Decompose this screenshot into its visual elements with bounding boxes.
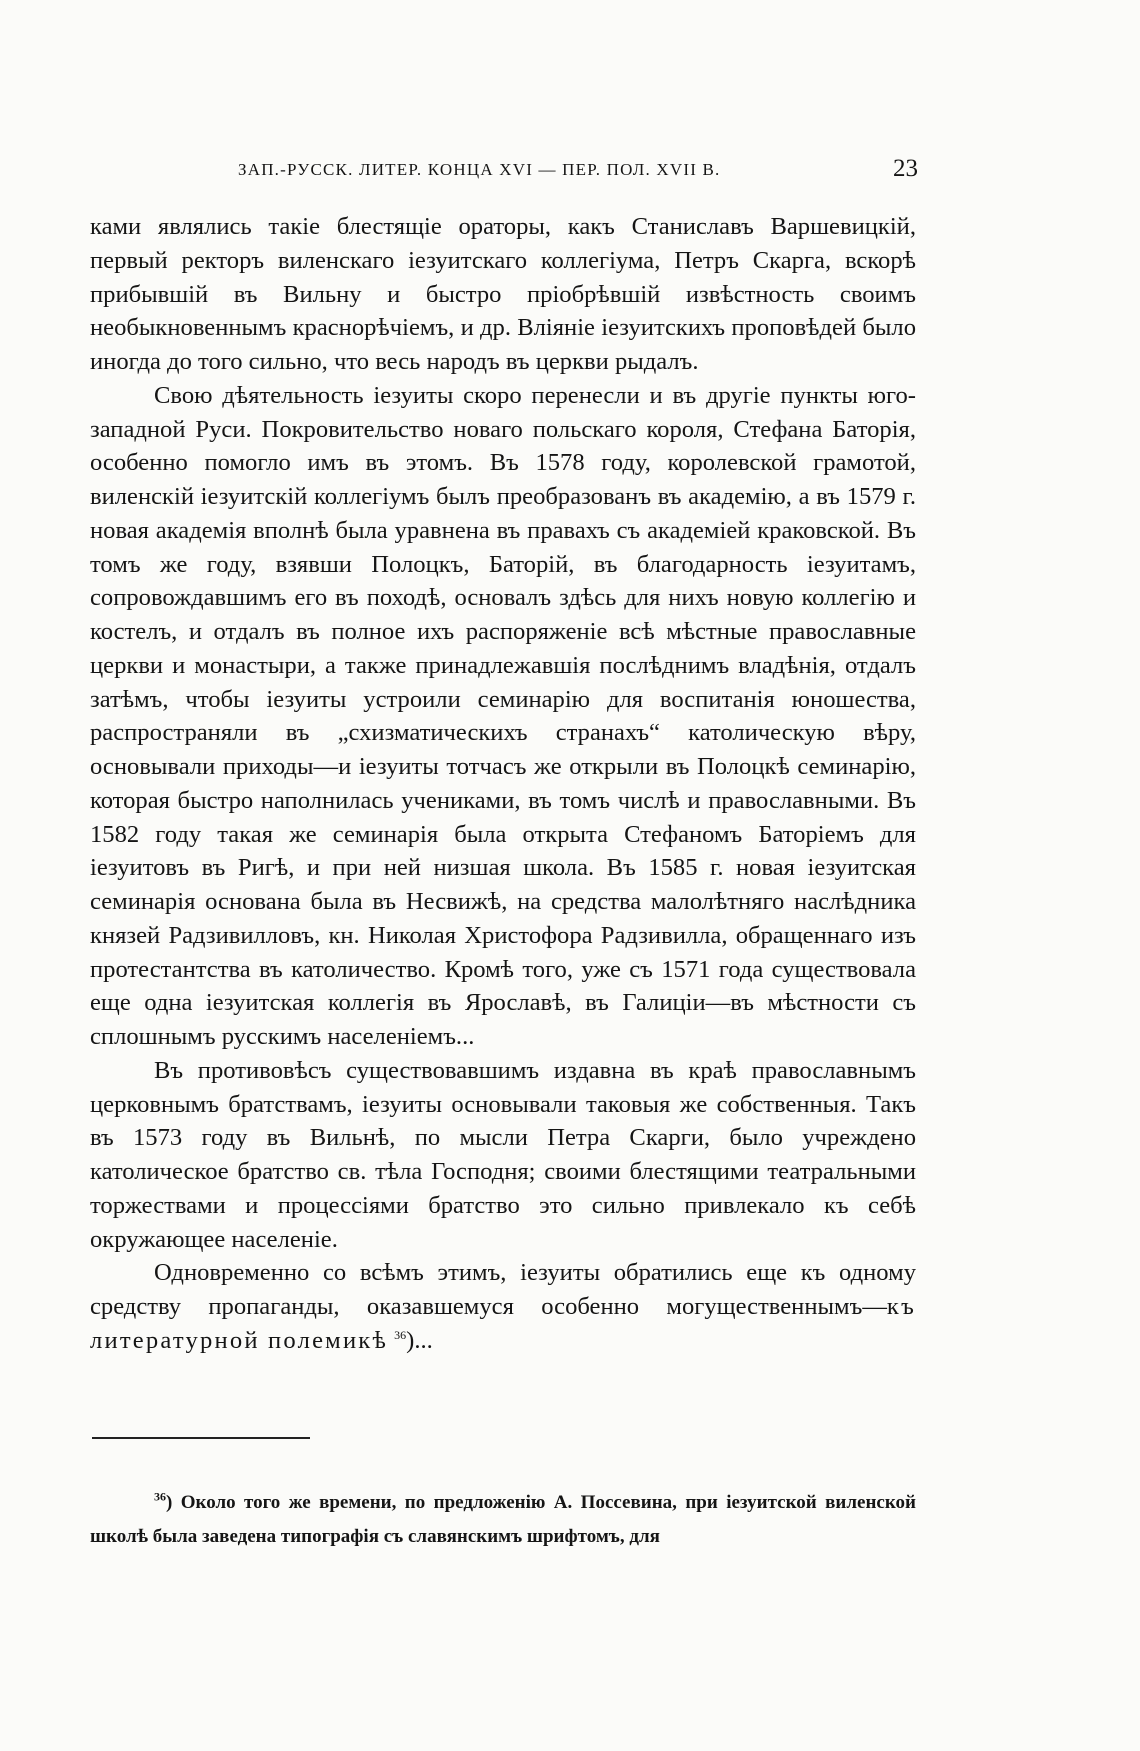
running-head: ЗАП.-РУССК. ЛИТЕР. КОНЦА XVI — ПЕР. ПОЛ. XVII В.	[238, 160, 721, 179]
paragraph-3: Въ противовѣсъ существовавшимъ издавна въ краѣ православнымъ церковнымъ братствамъ, іезуиты основывали таковыя же собственныя. Такъ въ 1573 году въ Вильнѣ, по мысли Петра Скарги, было учреждено католическое братство св. тѣла Господня; своими блестящими театральными торжествами и процессіями братство это сильно привлекало къ себѣ окружающее населеніе.	[90, 1056, 916, 1253]
footnote-reference[interactable]: 36	[394, 1327, 407, 1342]
paragraph-4	[90, 1256, 916, 1357]
footnote-separator-rule	[92, 1437, 310, 1439]
main-text	[90, 210, 916, 1358]
page-number: 23	[893, 155, 918, 182]
paragraph-4-text: Одновременно со всѣмъ этимъ, іезуиты обратились еще къ одному средству пропаганды, оказавшемуся особенно могущественнымъ—	[90, 1259, 916, 1320]
footnote-marker: 36	[154, 1489, 166, 1504]
footnote	[90, 1486, 916, 1554]
footnote-text: ) Около того же времени, по предложенію А. Поссевина, при іезуитской виленской школѣ была заведена типографія съ славянскимъ шрифтомъ, для	[90, 1492, 916, 1547]
paragraph-4-spaced-text: къ литературной полемикѣ	[90, 1293, 916, 1354]
paragraph-2: Свою дѣятельность іезуиты скоро перенесли и въ другіе пункты юго-западной Руси. Покровительство новаго польскаго короля, Стефана Баторія, особенно помогло имъ въ этомъ. Въ 1578 году, королевской грамотой, виленскій іезуитскій коллегіумъ былъ преобразованъ въ академію, а въ 1579 г. новая академія вполнѣ была уравнена въ правахъ съ академіей краковской. Въ томъ же году, взявши Полоцкъ, Баторій, въ благодарность іезуитамъ, сопровождавшимъ его въ походѣ, основалъ здѣсь для нихъ новую коллегію и костелъ, и отдалъ въ полное ихъ распоряженіе всѣ мѣстные православные церкви и монастыри, а также принадлежавшія послѣднимъ владѣнія, отдалъ затѣмъ, чтобы іезуиты устроили семинарію для воспитанія юношества, распространяли въ „схизматическихъ странахъ“ католическую вѣру, основывали приходы—и іезуиты тотчасъ же открыли въ Полоцкѣ семинарію, которая быстро наполнилась учениками, въ томъ числѣ и православными. Въ 1582 году такая же семинарія была открыта Стефаномъ Баторіемъ для іезуитовъ въ Ригѣ, и при ней низшая школа. Въ 1585 г. новая іезуитская семинарія основана была въ Несвижѣ, на средства малолѣтняго наслѣдника князей Радзивилловъ, кн. Николая Христофора Радзивилла, обращеннаго изъ протестантства въ католичество. Кромѣ того, уже съ 1571 года существовала еще одна іезуитская коллегія въ Ярославѣ, въ Галиціи—въ мѣстности съ сплошнымъ русскимъ населеніемъ...	[90, 381, 916, 1050]
paragraph-4-ending: )...	[406, 1326, 433, 1354]
paragraph-1: ками являлись такіе блестящіе ораторы, какъ Станиславъ Варшевицкій, первый ректоръ виленскаго іезуитскаго коллегіума, Петръ Скарга, вскорѣ прибывшій въ Вильну и быстро пріобрѣвшій извѣстность своимъ необыкновеннымъ краснорѣчіемъ, и др. Вліяніе іезуитскихъ проповѣдей было иногда до того сильно, что весь народъ въ церкви рыдалъ.	[90, 213, 916, 375]
